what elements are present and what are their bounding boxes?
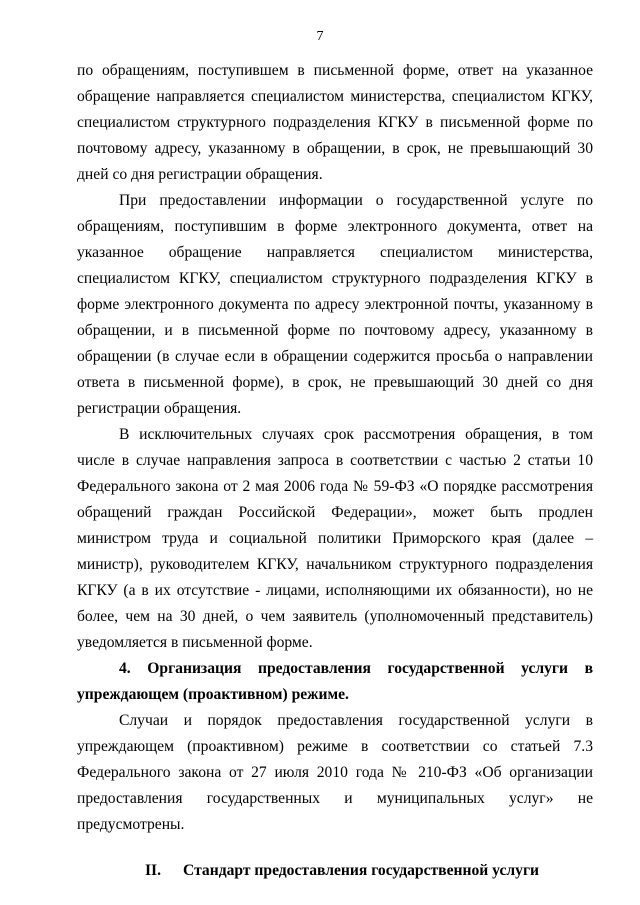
document-body — [77, 58, 593, 884]
paragraph-written-appeals: по обращениям, поступившем в письменной форме, ответ на указанное обращение направляется специалистом министерства, специалистом КГКУ, специалистом структурного подразделения КГКУ в письменной форме по почтовому адресу, указанному в обращении, в срок, не превышающий 30 дней со дня регистрации обращения. — [77, 62, 593, 183]
paragraph-proactive-cases: Случаи и порядок предоставления государственной услуги в упреждающем (проактивном) режиме в соответствии со статьей 7.3 Федерального закона от 27 июля 2010 года № 210-ФЗ «Об организации предоставления государственных и муниципальных услуг» не предусмотрены. — [77, 712, 593, 833]
heading-proactive-mode: 4. Организация предоставления государственной услуги в упреждающем (проактивном) режиме. — [77, 660, 593, 703]
page-number: 7 — [316, 29, 324, 44]
section-title — [77, 858, 593, 884]
paragraph-electronic-appeals: При предоставлении информации о государственной услуге по обращениям, поступившим в форме электронного документа, ответ на указанное обращение направляется специалистом министерства, специалистом КГКУ, специалистом структурного подразделения КГКУ в форме электронного документа по адресу электронной почты, указанному в обращении, и в письменной форме по почтовому адресу, указанному в обращении (в случае если в обращении содержится просьба о направлении ответа в письменной форме), в срок, не превышающий 30 дней со дня регистрации обращения. — [77, 192, 593, 417]
section-number: II. — [144, 862, 162, 879]
paragraph-exceptional-cases: В исключительных случаях срок рассмотрения обращения, в том числе в случае направления запроса в соответствии с частью 2 статьи 10 Федерального закона от 2 мая 2006 года № 59-ФЗ «О порядке рассмотрения обращений граждан Российской Федерации», может быть продлен министром труда и социальной политики Приморского края (далее – министр), руководителем КГКУ, начальником структурного подразделения КГКУ (а в их отсутствие - лицами, исполняющими их обязанности), но не более, чем на 30 дней, о чем заявитель (уполномоченный представитель) уведомляется в письменной форме. — [77, 426, 593, 651]
section-title-text: Стандарт предоставления государственной услуги — [183, 862, 540, 879]
